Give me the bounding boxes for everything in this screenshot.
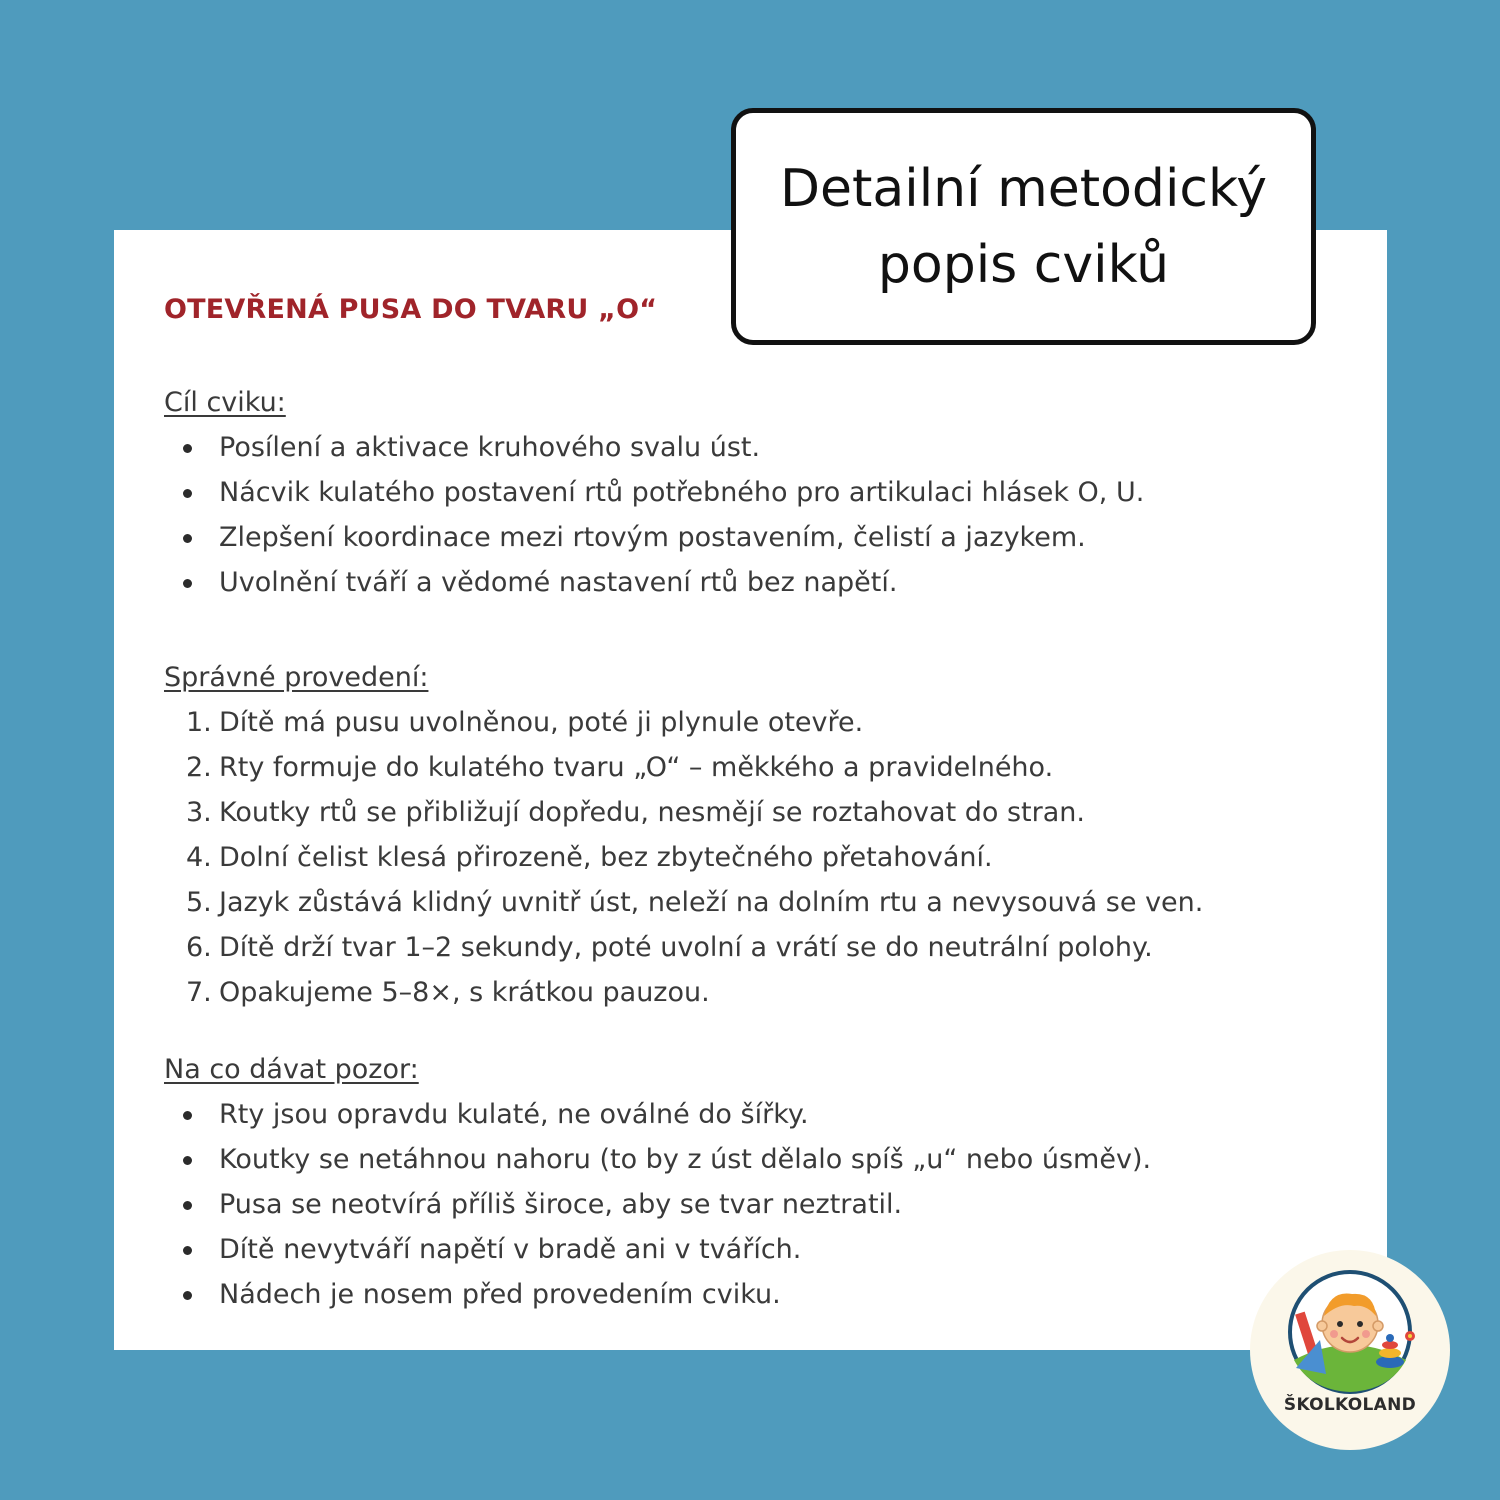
bullet-icon [183, 1156, 192, 1165]
bullet-icon [183, 534, 192, 543]
numbered-item: 1. Dítě má pusu uvolněnou, poté ji plynule otevře. [164, 700, 1203, 745]
logo-illustration-icon [1250, 1250, 1450, 1450]
bullet-icon [183, 1246, 192, 1255]
numbered-item: 4. Dolní čelist klesá přirozeně, bez zbytečného přetahování. [164, 835, 1203, 880]
bullet-icon [183, 579, 192, 588]
callout-line-2: popis cviků [877, 234, 1170, 295]
item-number: 1. [186, 707, 212, 738]
list-item: Nádech je nosem před provedením cviku. [164, 1272, 1151, 1317]
bullet-icon [183, 444, 192, 453]
goal-section [164, 380, 1144, 605]
numbered-item: 7. Opakujeme 5–8×, s krátkou pauzou. [164, 970, 1203, 1015]
callout-line-1: Detailní metodický [779, 158, 1268, 219]
list-item: Dítě nevytváří napětí v bradě ani v tvářích. [164, 1227, 1151, 1272]
callout-box [731, 108, 1316, 345]
skolkoland-logo [1250, 1250, 1450, 1450]
item-number: 6. [186, 932, 212, 963]
bullet-icon [183, 1111, 192, 1120]
list-item: Pusa se neotvírá příliš široce, aby se tvar neztratil. [164, 1182, 1151, 1227]
list-item: Rty jsou opravdu kulaté, ne oválné do šířky. [164, 1092, 1151, 1137]
bullet-icon [183, 1291, 192, 1300]
item-number: 3. [186, 797, 212, 828]
list-item: Uvolnění tváří a vědomé nastavení rtů bez napětí. [164, 560, 1144, 605]
exercise-title: OTEVŘENÁ PUSA DO TVARU „O“ [164, 294, 658, 325]
numbered-item: 3. Koutky rtů se přibližují dopředu, nesmějí se roztahovat do stran. [164, 790, 1203, 835]
correct-execution-section [164, 655, 1203, 1015]
logo-text: ŠKOLKOLAND [1283, 1395, 1417, 1415]
goal-heading: Cíl cviku: [164, 387, 286, 418]
bullet-icon [183, 489, 192, 498]
numbered-item: 5. Jazyk zůstává klidný uvnitř úst, neleží na dolním rtu a nevysouvá se ven. [164, 880, 1203, 925]
numbered-item: 6. Dítě drží tvar 1–2 sekundy, poté uvolní a vrátí se do neutrální polohy. [164, 925, 1203, 970]
list-item: Koutky se netáhnou nahoru (to by z úst dělalo spíš „u“ nebo úsměv). [164, 1137, 1151, 1182]
item-number: 5. [186, 887, 212, 918]
list-item: Nácvik kulatého postavení rtů potřebného pro artikulaci hlásek O, U. [164, 470, 1144, 515]
numbered-item: 2. Rty formuje do kulatého tvaru „O“ – měkkého a pravidelného. [164, 745, 1203, 790]
item-number: 4. [186, 842, 212, 873]
item-number: 7. [186, 977, 212, 1008]
list-item: Zlepšení koordinace mezi rtovým postavením, čelistí a jazykem. [164, 515, 1144, 560]
attention-section [164, 1047, 1151, 1317]
correct-execution-heading: Správné provedení: [164, 662, 429, 693]
item-number: 2. [186, 752, 212, 783]
exercise-card [114, 230, 1387, 1350]
bullet-icon [183, 1201, 192, 1210]
list-item: Posílení a aktivace kruhového svalu úst. [164, 425, 1144, 470]
attention-heading: Na co dávat pozor: [164, 1054, 419, 1085]
